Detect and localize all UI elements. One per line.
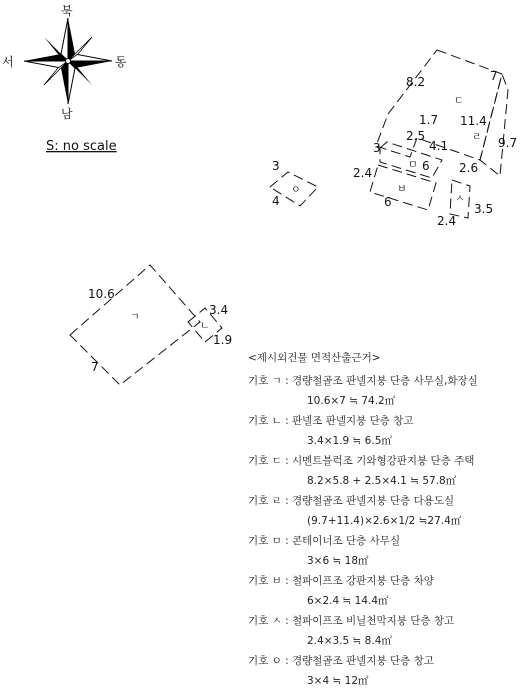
compass-south-label: 남	[61, 107, 73, 121]
building-rieul-label: ㄹ	[472, 132, 482, 143]
building-digeut-label: ㄷ	[454, 96, 464, 107]
building-siot-dim-width: 2.4	[437, 214, 457, 228]
building-giyeok-label: ㄱ	[130, 312, 140, 323]
building-digeut-dim-ext-width: 4.1	[429, 139, 449, 153]
building-ieung-dim-width: 3	[272, 159, 280, 173]
building-ieung-dim-length: 4	[272, 194, 280, 208]
note-calc-giyeok: 10.6×7 ≒ 74.2㎡	[307, 395, 396, 407]
building-nieun-dim-width: 1.9	[213, 333, 233, 347]
building-digeut-dim-ext-length: 2.5	[406, 129, 426, 143]
building-rieul-dim-side-b: 9.7	[498, 136, 518, 150]
note-calc-rieul: (9.7+11.4)×2.6×1/2 ≒27.4㎡	[307, 515, 462, 527]
building-digeut-dim-length: 8.2	[406, 75, 426, 89]
notes-title: <제시외건물 면적산출근거>	[248, 352, 381, 364]
compass-north-label: 북	[61, 4, 73, 18]
building-bieup-label: ㅂ	[397, 184, 407, 195]
note-calc-digeut: 8.2×5.8 + 2.5×4.1 ≒ 57.8㎡	[307, 475, 457, 487]
note-desc-bieup: 기호 ㅂ : 철파이프조 강판지붕 단층 차양	[248, 575, 434, 587]
building-giyeok-dim-width: 7	[91, 360, 99, 374]
building-rieul-dim-height: 2.6	[459, 161, 479, 175]
note-desc-mieum: 기호 ㅁ : 콘테이너조 단층 사무실	[248, 535, 401, 547]
note-calc-siot: 2.4×3.5 ≒ 8.4㎡	[307, 635, 392, 647]
building-digeut-dim-width: 7	[490, 69, 498, 83]
note-desc-ieung: 기호 ㅇ : 경량철골조 판넬지붕 단층 창고	[248, 655, 434, 667]
building-giyeok-dim-length: 10.6	[88, 287, 115, 301]
building-siot-label: ㅅ	[455, 194, 465, 205]
building-siot-dim-length: 3.5	[474, 202, 494, 216]
building-rieul-dim-side-a: 11.4	[460, 114, 487, 128]
compass-west-label: 서	[2, 55, 14, 69]
building-giyeok-outline	[70, 265, 200, 385]
building-mieum-dim-width: 3	[373, 141, 381, 155]
note-desc-nieun: 기호 ㄴ : 판넬조 판넬지붕 단층 창고	[248, 415, 414, 427]
note-calc-ieung: 3×4 ≒ 12㎡	[307, 675, 369, 687]
building-digeut-dim-jog: 1.7	[419, 113, 439, 127]
note-desc-giyeok: 기호 ㄱ : 경량철골조 판넬지붕 단층 사무실,화장실	[248, 375, 478, 387]
compass-rose-icon	[24, 18, 112, 104]
compass-east-label: 동	[115, 55, 127, 69]
note-calc-nieun: 3.4×1.9 ≒ 6.5㎡	[307, 435, 392, 447]
building-bieup-dim-length: 6	[384, 195, 392, 209]
note-calc-bieup: 6×2.4 ≒ 14.4㎡	[307, 595, 389, 607]
building-nieun-dim-length: 3.4	[209, 303, 229, 317]
building-ieung-label: ㅇ	[291, 185, 301, 196]
building-mieum-label: ㅁ	[408, 160, 418, 171]
area-calculation-notes	[248, 348, 525, 691]
note-desc-siot: 기호 ㅅ : 철파이프조 비닐천막지붕 단층 창고	[248, 615, 455, 627]
building-nieun-label: ㄴ	[200, 321, 210, 332]
note-desc-rieul: 기호 ㄹ : 경량철골조 판넬지붕 단층 다용도실	[248, 495, 455, 507]
building-mieum-dim-length: 6	[422, 159, 430, 173]
note-desc-digeut: 기호 ㄷ : 시멘트블럭조 기와형강판지붕 단층 주택	[248, 455, 475, 467]
note-calc-mieum: 3×6 ≒ 18㎡	[307, 555, 369, 567]
scale-label: S: no scale	[46, 139, 117, 154]
building-bieup-dim-width: 2.4	[353, 166, 373, 180]
